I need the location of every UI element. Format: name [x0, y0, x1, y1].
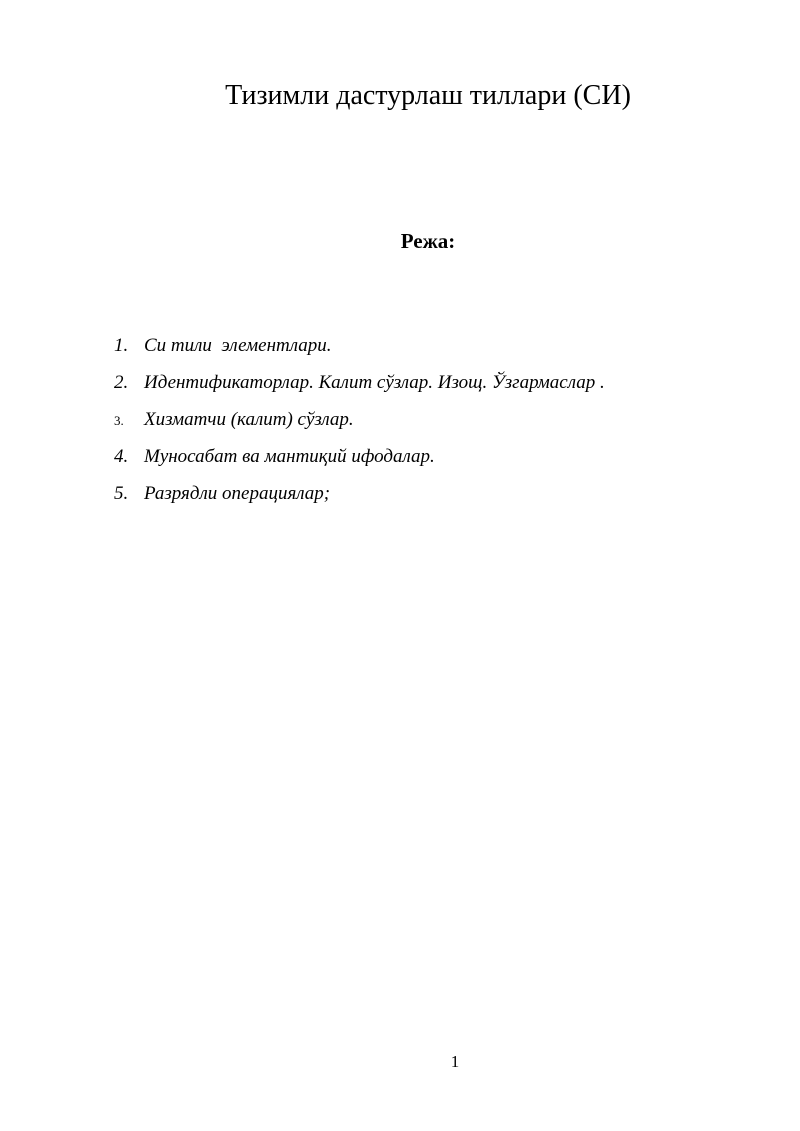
plan-item-text: Хизматчи (калит) сўзлар.	[144, 409, 354, 430]
plan-item-text: Разрядли операциялар;	[144, 483, 331, 504]
plan-item-number: 2.	[114, 372, 129, 393]
plan-list	[114, 332, 754, 517]
plan-item	[114, 406, 754, 443]
plan-item-number: 1.	[114, 335, 129, 356]
plan-item	[114, 369, 754, 406]
plan-item-number: 4.	[114, 446, 129, 467]
document-title: Тизимли дастурлаш тиллари (СИ)	[225, 80, 631, 111]
plan-item	[114, 443, 754, 480]
plan-heading: Режа:	[400, 229, 456, 253]
plan-item-text: Си тили элементлари.	[144, 335, 332, 356]
plan-item-number: 5.	[114, 483, 129, 504]
plan-item	[114, 480, 754, 517]
plan-item-text: Идентификаторлар. Калит сўзлар. Изощ. Ўзгармаслар .	[144, 372, 605, 393]
page-number: 1	[450, 1052, 460, 1071]
plan-item	[114, 332, 754, 369]
plan-item-text: Муносабат ва мантиқий ифодалар.	[144, 446, 435, 467]
plan-item-number: 3.	[114, 413, 124, 428]
